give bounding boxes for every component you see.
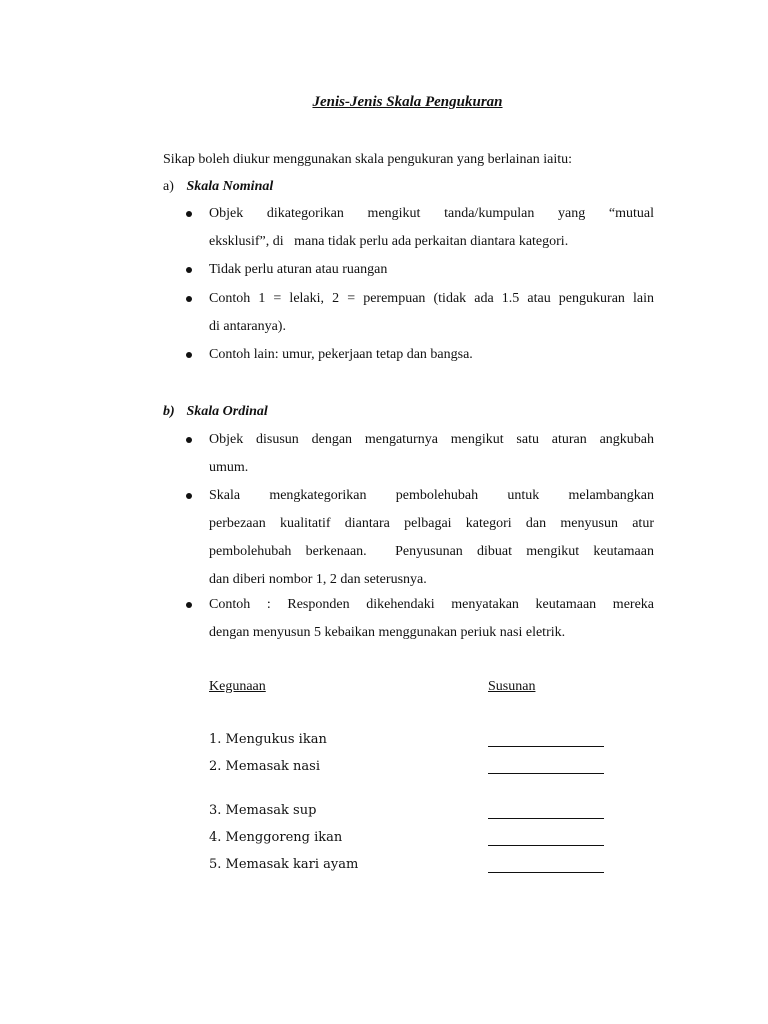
column-header-kegunaan: Kegunaan	[209, 679, 266, 694]
section-a-heading	[163, 178, 273, 196]
answer-blank[interactable]	[488, 746, 604, 747]
bullet-text-line: pembolehubah berkenaan. Penyusunan dibuat mengikut keutamaan	[209, 544, 654, 559]
section-b-heading	[163, 403, 268, 421]
bullet-text-line: perbezaan kualitatif diantara pelbagai kategori dan menyusun atur	[209, 516, 654, 531]
table-row-label: 2. Memasak nasi	[209, 759, 321, 774]
bullet-icon	[186, 437, 192, 443]
bullet-icon	[186, 493, 192, 499]
bullet-icon	[186, 211, 192, 217]
bullet-text-line: umum.	[209, 460, 249, 475]
table-row-label: 3. Memasak sup	[209, 803, 317, 818]
document-title: Jenis-Jenis Skala Pengukuran	[312, 94, 503, 110]
bullet-icon	[186, 352, 192, 358]
bullet-text-line: di antaranya).	[209, 319, 286, 334]
answer-blank[interactable]	[488, 845, 604, 846]
bullet-text-line: eksklusif”, di mana tidak perlu ada perkaitan diantara kategori.	[209, 234, 569, 249]
bullet-text-line: Skala mengkategorikan pembolehubah untuk melambangkan	[209, 488, 654, 503]
bullet-text-line: Objek dikategorikan mengikut tanda/kumpulan yang “mutual	[209, 206, 654, 221]
table-row-label: 4. Menggoreng ikan	[209, 830, 343, 845]
bullet-icon	[186, 296, 192, 302]
section-b-label: b)	[163, 404, 175, 419]
bullet-icon	[186, 267, 192, 273]
section-a-title: Skala Nominal	[186, 179, 274, 194]
bullet-text-line: Objek disusun dengan mengaturnya mengikut satu aturan angkubah	[209, 432, 654, 447]
bullet-text-line: Contoh : Responden dikehendaki menyatakan keutamaan mereka	[209, 597, 654, 612]
table-row-label: 1. Mengukus ikan	[209, 732, 327, 747]
bullet-text-line: dan diberi nombor 1, 2 dan seterusnya.	[209, 572, 427, 587]
section-b-title: Skala Ordinal	[186, 404, 268, 419]
column-header-susunan: Susunan	[488, 679, 536, 694]
section-a-label: a)	[163, 179, 174, 194]
bullet-text-line: Contoh lain: umur, pekerjaan tetap dan bangsa.	[209, 347, 473, 362]
bullet-text-line: dengan menyusun 5 kebaikan menggunakan periuk nasi eletrik.	[209, 625, 566, 640]
intro-paragraph: Sikap boleh diukur menggunakan skala pengukuran yang berlainan iaitu:	[163, 152, 573, 167]
answer-blank[interactable]	[488, 872, 604, 873]
answer-blank[interactable]	[488, 818, 604, 819]
bullet-text-line: Contoh 1 = lelaki, 2 = perempuan (tidak ada 1.5 atau pengukuran lain	[209, 291, 654, 306]
answer-blank[interactable]	[488, 773, 604, 774]
bullet-text-line: Tidak perlu aturan atau ruangan	[209, 262, 388, 277]
bullet-icon	[186, 602, 192, 608]
table-row-label: 5. Memasak kari ayam	[209, 857, 359, 872]
